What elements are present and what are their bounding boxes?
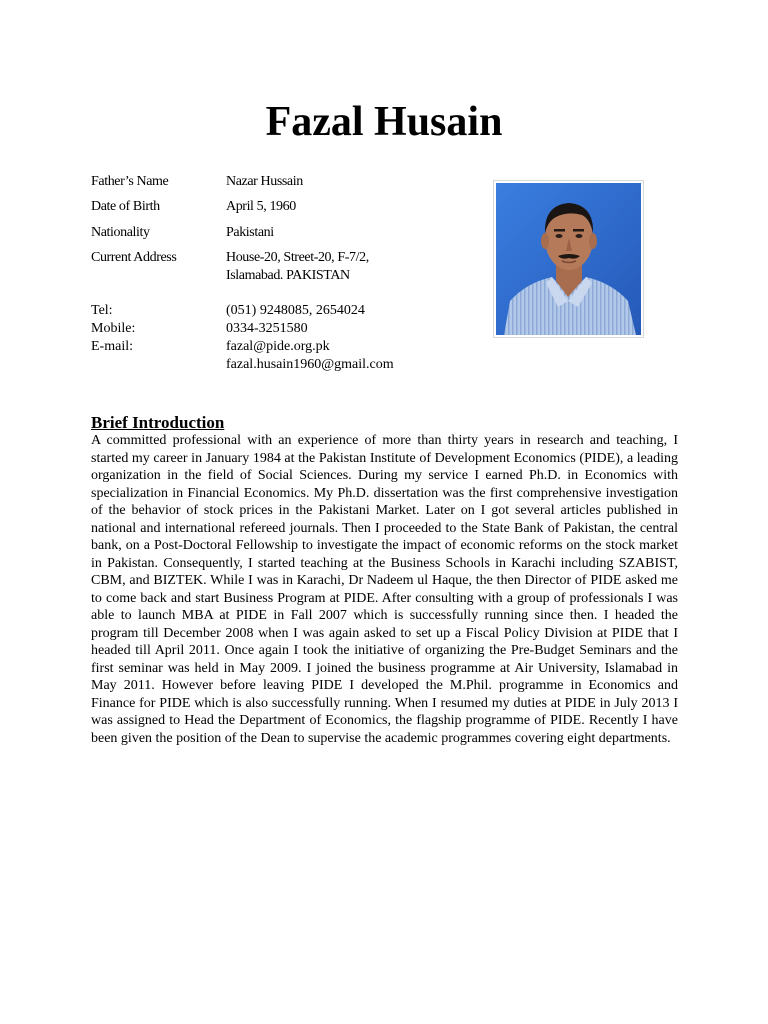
current-address-label: Current Address (91, 250, 177, 265)
tel-label: Tel: (91, 303, 113, 318)
tel-value: (051) 9248085, 2654024 (226, 303, 365, 318)
date-of-birth-value: April 5, 1960 (226, 199, 296, 214)
nationality-label: Nationality (91, 225, 150, 240)
email-value-secondary: fazal.husain1960@gmail.com (226, 357, 394, 372)
mobile-label: Mobile: (91, 321, 136, 336)
profile-photo (493, 180, 644, 338)
fathers-name-value: Nazar Hussain (226, 174, 303, 189)
fathers-name-label: Father’s Name (91, 174, 169, 189)
email-value-primary: fazal@pide.org.pk (226, 339, 330, 354)
contact-labels (91, 302, 226, 356)
person-name-title: Fazal Husain (265, 99, 503, 145)
address-line-2: Islamabad. PAKISTAN (226, 268, 350, 283)
current-address-value (226, 249, 476, 285)
email-label: E-mail: (91, 339, 133, 354)
address-line-1: House-20, Street-20, F-7/2, (226, 250, 369, 265)
contact-values (226, 302, 476, 374)
date-of-birth-label: Date of Birth (91, 199, 160, 214)
brief-introduction-heading: Brief Introduction (91, 413, 225, 432)
brief-introduction-body: A committed professional with an experience of more than thirty years in research and teaching, I started my career in January 1984 at the Pakistan Institute of Development Economics (PIDE), a leading organization in the field of Social Sciences. During my service I earned Ph.D. in Economics with specialization in Financial Economics. My Ph.D. dissertation was the first comprehensive investigation of the behavior of stock prices in the Pakistani Market. Later on I got several articles published in national and international refereed journals. Then I proceeded to the State Bank of Pakistan, the central bank, on a Post-Doctoral Fellowship to investigate the impact of economic reforms on the stock market in Pakistan. Consequently, I started teaching at the Business Schools in Karachi including SZABIST, CBM, and BIZTEK. While I was in Karachi, Dr Nadeem ul Haque, the then Director of PIDE asked me to come back and start Business Program at PIDE. After consulting with a group of professionals I was able to launch MBA at PIDE in Fall 2007 which is successfully running since then. I headed the program till December 2008 when I was again asked to set up a Fiscal Policy Division at PIDE that I headed till April 2011. Once again I took the initiative of organizing the Pre-Budget Seminars and the first seminar was held in May 2009. I joined the business programme at Air University, Islamabad in May 2011. However before leaving PIDE I developed the M.Phil. programme in Economics and Finance for PIDE which is also successfully running. When I resumed my duties at PIDE in July 2013 I was assigned to Head the Department of Economics, the flagship programme of PIDE. Recently I have been given the position of the Dean to supervise the academic programmes covering eight departments. (91, 433, 678, 746)
profile-photo-icon (496, 183, 641, 335)
mobile-value: 0334-3251580 (226, 321, 308, 336)
nationality-value: Pakistani (226, 225, 274, 240)
